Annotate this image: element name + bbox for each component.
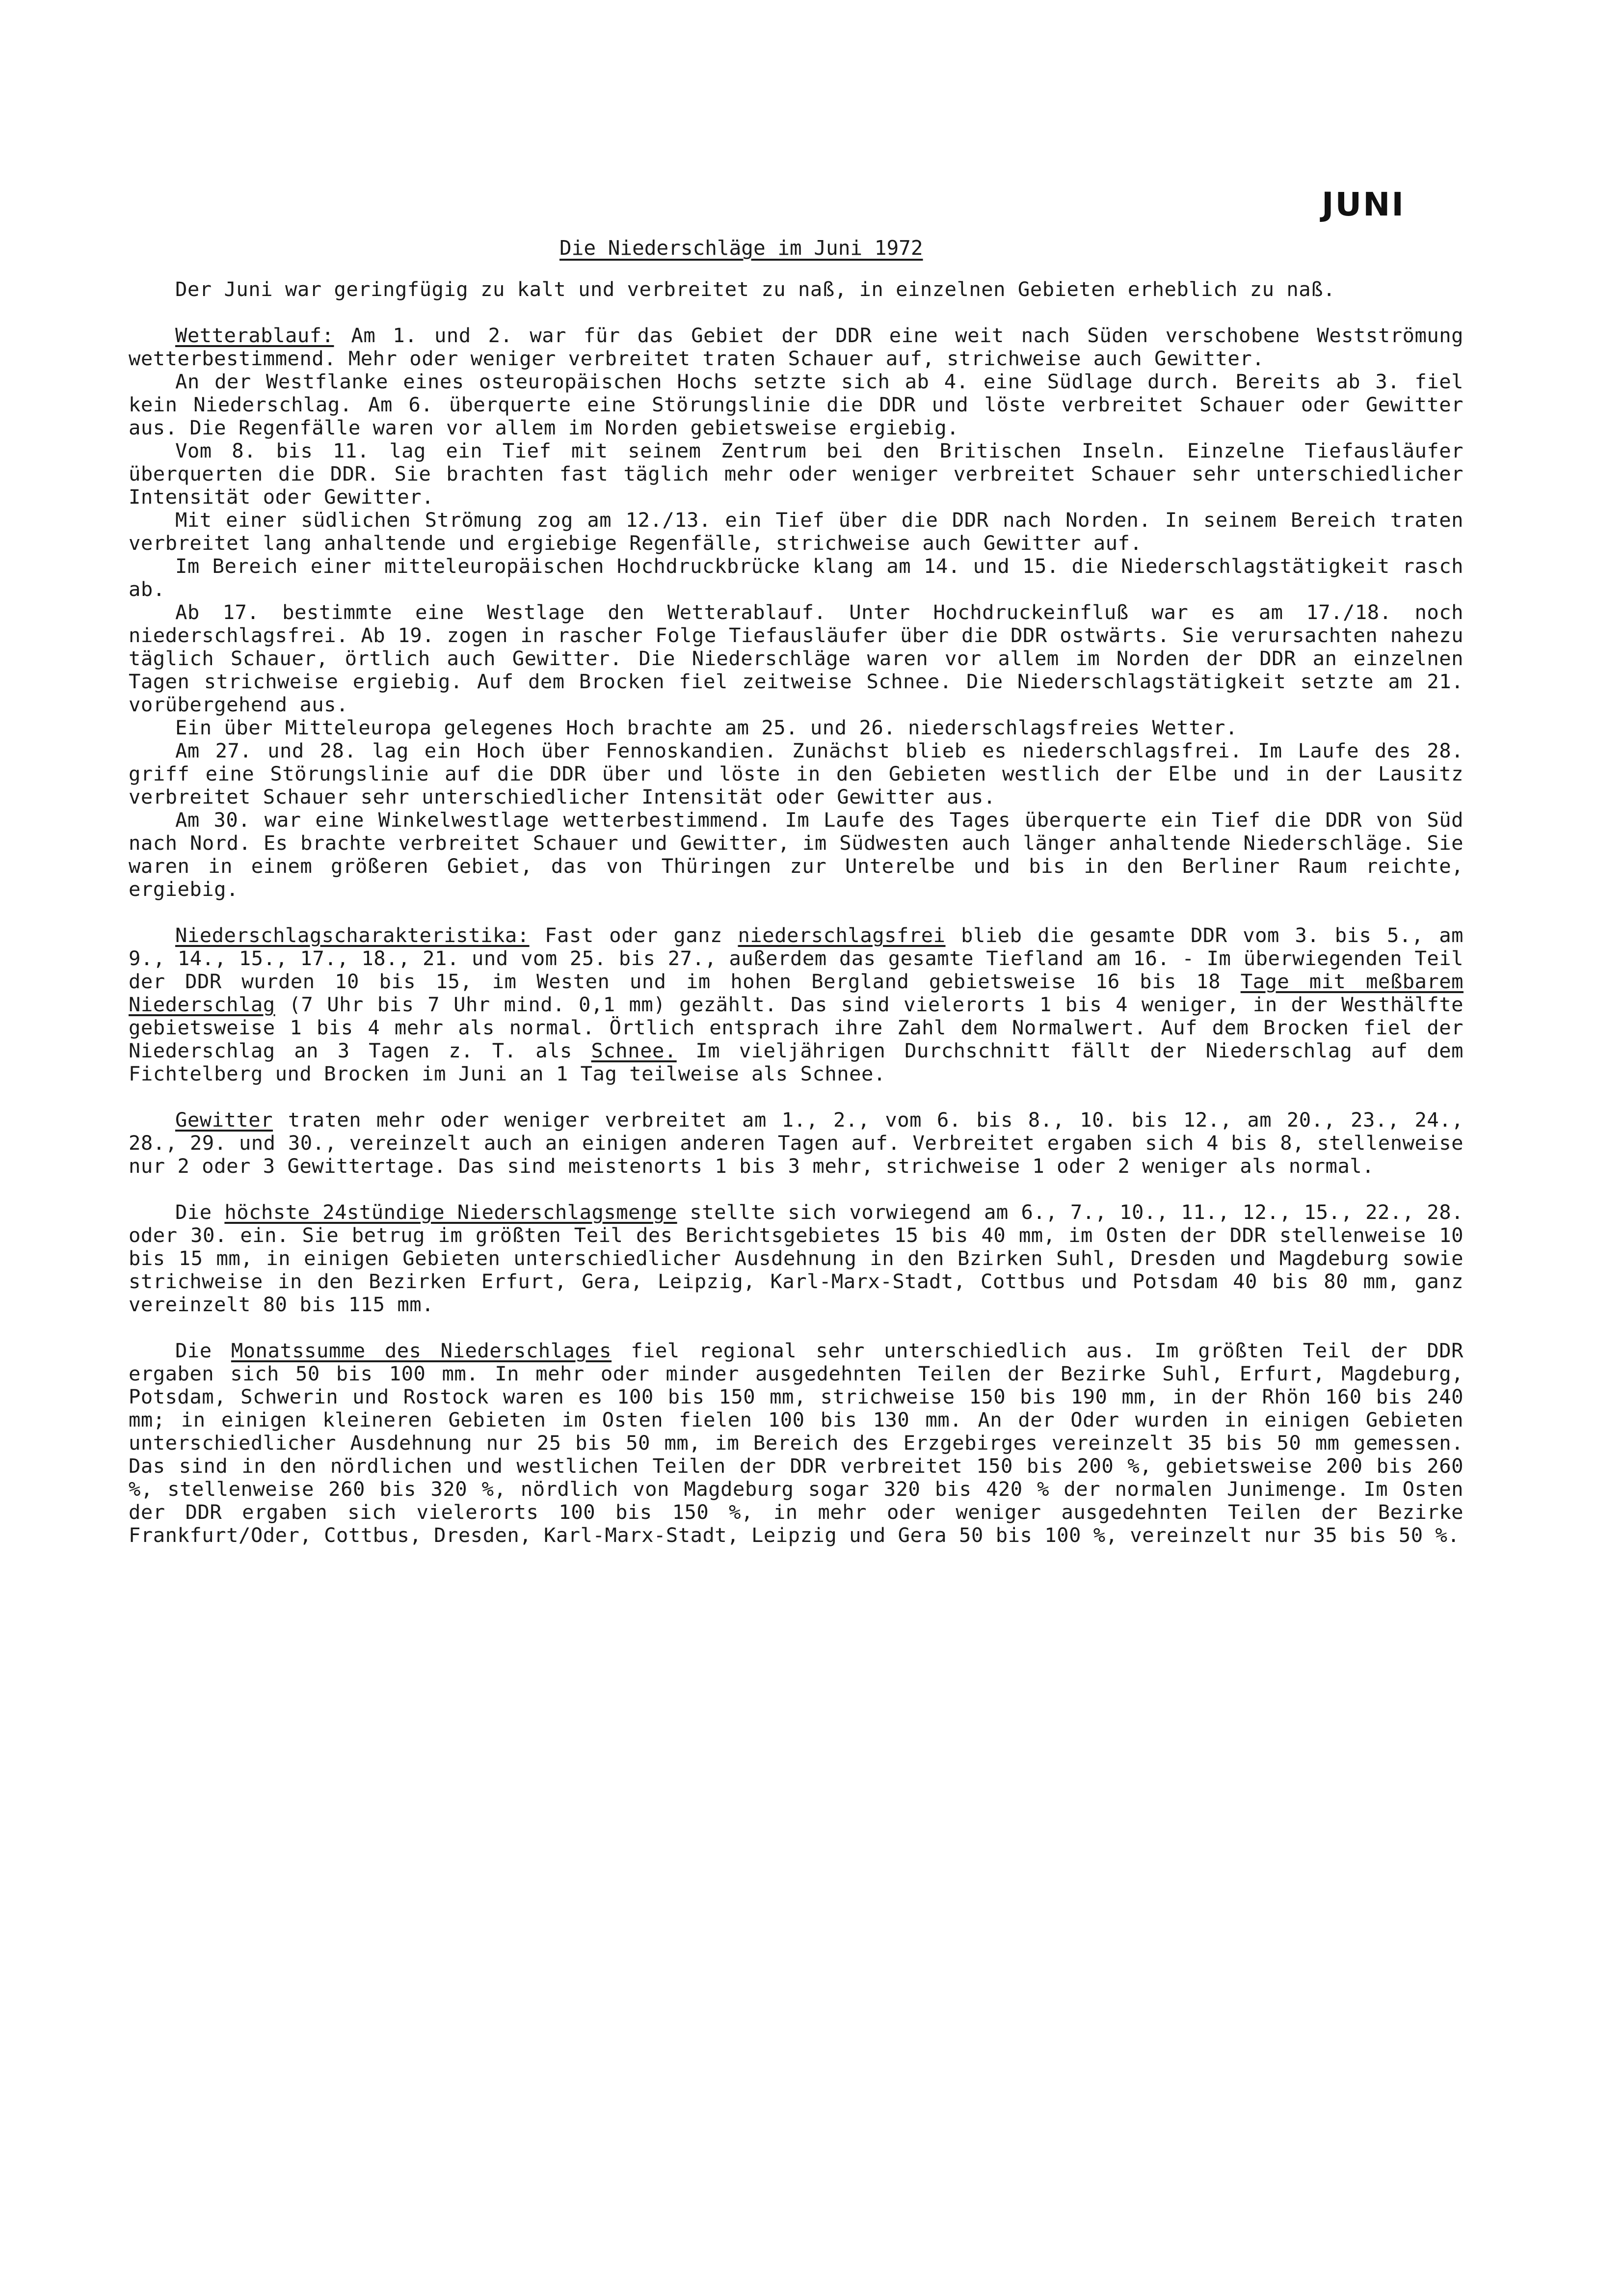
monatssumme-text: fiel regional sehr unterschiedlich aus. Im größten Teil der DDR ergaben sich 50 bis 100 mm. In mehr oder minder ausgedehnten Teilen der Bezirke Suhl, Erfurt, Magdeburg, Potsdam, Schwerin und Rostock waren es 100 bis 150 mm, strichweise 150 bis 190 mm, in der Rhön 160 bis 240 mm; in einigen kleineren Gebieten im Osten fielen 100 bis 130 mm. An der Oder wurden in einigen Gebieten unterschiedlicher Ausdehnung nur 25 bis 50 mm, im Bereich des Erzgebirges vereinzelt 35 bis 50 mm gemessen. Das sind in den nördlichen und westlichen Teilen der DDR verbreitet 150 bis 200 %, gebietsweise 200 bis 260 %, stellenweise 260 bis 320 %, nördlich von Magdeburg sogar 320 bis 420 % der normalen Junimenge. Im Osten der DDR ergaben sich vielerorts 100 bis 150 %, in mehr oder weniger ausgedehnten Teilen der Bezirke Frankfurt/Oder, Cottbus, Dresden, Karl-Marx-Stadt, Leipzig und Gera 50 bis 100 %, vereinzelt nur 35 bis 50 %.	[129, 1339, 1463, 1547]
page-title: Die Niederschläge im Juni 1972	[559, 236, 923, 260]
charakteristik-label: Niederschlagscharakteristika:	[175, 923, 530, 947]
monatssumme-paragraph	[129, 1339, 1463, 1547]
intro-paragraph: Der Juni war geringfügig zu kalt und verbreitet zu naß, in einzelnen Gebieten erheblich zu naß.	[175, 277, 1335, 301]
hoechste-pre: Die	[175, 1200, 225, 1224]
wetterablauf-paragraph-7: Ein über Mitteleuropa gelegenes Hoch brachte am 25. und 26. niederschlagsfreies Wetter.	[175, 716, 1238, 739]
hoechste-text: stellte sich vorwiegend am 6., 7., 10., 11., 12., 15., 22., 28. oder 30. ein. Sie betrug im größten Teil des Berichtsgebietes 15 bis 40 mm, im Osten der DDR stellenweise 10 bis 15 mm, in einigen Gebieten unterschiedlicher Ausdehnung in den Bzirken Suhl, Dresden und Magdeburg sowie strichweise in den Bezirken Erfurt, Gera, Leipzig, Karl-Marx-Stadt, Cottbus und Potsdam 40 bis 80 mm, ganz vereinzelt 80 bis 115 mm.	[129, 1200, 1463, 1316]
charakteristik-paragraph	[129, 924, 1463, 1085]
niederschlagsfrei-term: niederschlagsfrei	[738, 923, 946, 947]
wetterablauf-paragraph-8: Am 27. und 28. lag ein Hoch über Fennoskandien. Zunächst blieb es niederschlagsfrei. Im Laufe des 28. griff eine Störungslinie auf die DDR über und löste in den Gebieten westlich der Elbe und in der Lausitz verbreitet Schauer sehr unterschiedlicher Intensität oder Gewitter aus.	[129, 739, 1463, 809]
wetterablauf-paragraph-3: Vom 8. bis 11. lag ein Tief mit seinem Zentrum bei den Britischen Inseln. Einzelne Tiefausläufer überquerten die DDR. Sie brachten fast täglich mehr oder weniger verbreitet Schauer sehr unterschiedlicher Intensität oder Gewitter.	[129, 439, 1463, 509]
document-body	[129, 278, 1463, 1547]
wetterablauf-text-1: Am 1. und 2. war für das Gebiet der DDR eine weit nach Süden verschobene Westströmung wetterbestimmend. Mehr oder weniger verbreitet traten Schauer auf, strichweise auch Gewitter.	[129, 324, 1463, 370]
wetterablauf-paragraph-9: Am 30. war eine Winkelwestlage wetterbestimmend. Im Laufe des Tages überquerte ein Tief die DDR von Süd nach Nord. Es brachte verbreitet Schauer und Gewitter, im Südwesten auch länger anhaltende Niederschläge. Sie waren in einem größeren Gebiet, das von Thüringen zur Unterelbe und bis in den Berliner Raum reichte, ergiebig.	[129, 808, 1463, 901]
wetterablauf-paragraph-1	[129, 324, 1463, 370]
wetterablauf-paragraph-5: Im Bereich einer mitteleuropäischen Hochdruckbrücke klang am 14. und 15. die Niederschlagstätigkeit rasch ab.	[129, 554, 1463, 601]
hoechste-label: höchste 24stündige Niederschlagsmenge	[224, 1200, 677, 1224]
monatssumme-label: Monatssumme des Niederschlages	[231, 1339, 612, 1362]
niederschlagstage-term: Tage mit meßbarem Niederschlag	[129, 970, 1464, 1016]
month-heading: JUNI	[1322, 186, 1405, 223]
wetterablauf-label: Wetterablauf:	[175, 324, 334, 347]
wetterablauf-paragraph-4: Mit einer südlichen Strömung zog am 12./13. ein Tief über die DDR nach Norden. In seinem Bereich traten verbreitet lang anhaltende und ergiebige Regenfälle, strichweise auch Gewitter auf.	[129, 508, 1463, 555]
gewitter-paragraph	[129, 1108, 1463, 1178]
charakteristik-text-4: Im vieljährigen Durchschnitt fällt der Niederschlag auf dem Fichtelberg und Brocken im Juni an 1 Tag teilweise als Schnee.	[129, 1039, 1463, 1085]
gewitter-text: traten mehr oder weniger verbreitet am 1., 2., vom 6. bis 8., 10. bis 12., am 20., 23., 24., 28., 29. und 30., vereinzelt auch an einigen anderen Tagen auf. Verbreitet ergaben sich 4 bis 8, stellenweise nur 2 oder 3 Gewittertage. Das sind meistenorts 1 bis 3 mehr, strichweise 1 oder 2 weniger als normal.	[129, 1108, 1463, 1178]
wetterablauf-paragraph-2: An der Westflanke eines osteuropäischen Hochs setzte sich ab 4. eine Südlage durch. Bereits ab 3. fiel kein Niederschlag. Am 6. überquerte eine Störungslinie die DDR und löste verbreitet Schauer oder Gewitter aus. Die Regenfälle waren vor allem im Norden gebietsweise ergiebig.	[129, 370, 1463, 439]
schnee-term: Schnee.	[591, 1039, 677, 1062]
gewitter-label: Gewitter	[175, 1108, 273, 1132]
charakteristik-text-3: (7 Uhr bis 7 Uhr mind. 0,1 mm) gezählt. Das sind vielerorts 1 bis 4 weniger, in der Westhälfte gebietsweise 1 bis 4 mehr als normal. Örtlich entsprach ihre Zahl dem Normalwert. Auf dem Brocken fiel der Niederschlag an 3 Tagen z. T. als	[129, 993, 1463, 1062]
charakteristik-text-1: Fast oder ganz	[529, 923, 738, 947]
wetterablauf-paragraph-6: Ab 17. bestimmte eine Westlage den Wetterablauf. Unter Hochdruckeinfluß war es am 17./18. noch niederschlagsfrei. Ab 19. zogen in rascher Folge Tiefausläufer über die DDR ostwärts. Sie verursachten nahezu täglich Schauer, örtlich auch Gewitter. Die Niederschläge waren vor allem im Norden der DDR an einzelnen Tagen strichweise ergiebig. Auf dem Brocken fiel zeitweise Schnee. Die Niederschlagstätigkeit setzte am 21. vorübergehend aus.	[129, 600, 1463, 716]
hoechste-paragraph	[129, 1201, 1463, 1316]
charakteristik-text-2: blieb die gesamte DDR vom 3. bis 5., am 9., 14., 15., 17., 18., 21. und vom 25. bis 27., außerdem das gesamte Tiefland am 16. - Im überwiegenden Teil der DDR wurden 10 bis 15, im Westen und im hohen Bergland gebietsweise 16 bis 18	[129, 923, 1463, 993]
monatssumme-pre: Die	[175, 1339, 231, 1362]
